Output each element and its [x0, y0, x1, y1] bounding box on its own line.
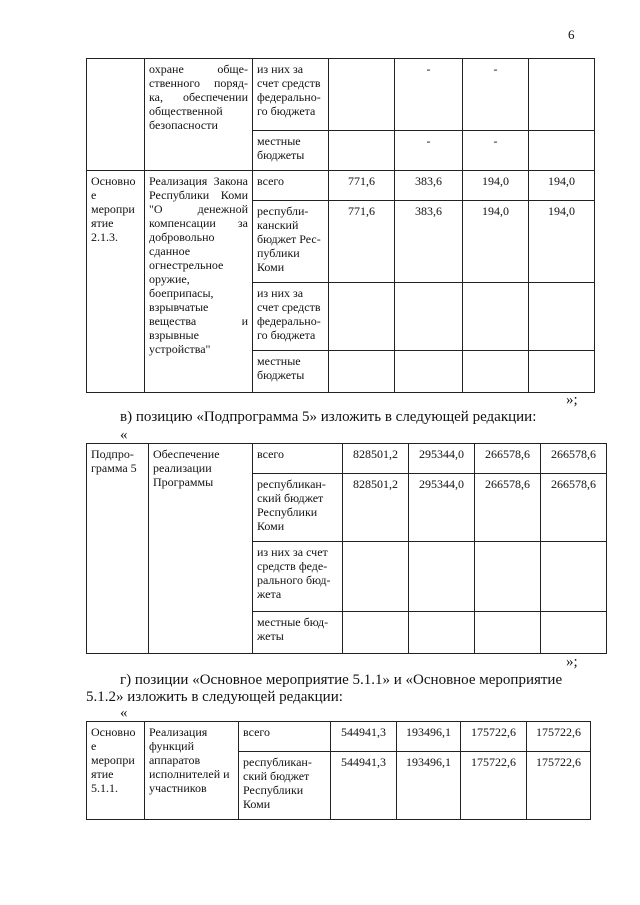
paragraph-g-line-1: г) позиции «Основное мероприятие 5.1.1» и «Основное мероприятие — [120, 672, 563, 688]
value-cell: 383,6 — [395, 171, 463, 201]
source-cell: из них за счет средств федерально-го бюджета — [253, 283, 329, 351]
value-cell: - — [463, 59, 529, 131]
source-cell: всего — [253, 444, 343, 474]
code-cell: Подпро-грамма 5 — [87, 444, 149, 654]
value-cell: 295344,0 — [409, 474, 475, 542]
opening-quote: « — [120, 705, 128, 721]
table-row — [87, 171, 595, 201]
table-row — [87, 59, 595, 131]
closing-quote: »; — [566, 654, 578, 670]
code-cell: Основное мероприятие 2.1.3. — [87, 171, 145, 393]
source-cell: местные бюджеты — [253, 131, 329, 171]
table-measure-2-1-3 — [86, 58, 595, 393]
value-cell — [475, 612, 541, 654]
source-cell: местные бюд-жеты — [253, 612, 343, 654]
source-cell: всего — [253, 171, 329, 201]
value-cell: 194,0 — [463, 201, 529, 283]
value-cell: 828501,2 — [343, 474, 409, 542]
measure-cell: Обеспечение реализации Программы — [149, 444, 253, 654]
paragraph-g-line-2: 5.1.2» изложить в следующей редакции: — [86, 689, 343, 705]
value-cell: 266578,6 — [541, 444, 607, 474]
value-cell — [409, 612, 475, 654]
value-cell — [463, 283, 529, 351]
measure-line: безопасности — [149, 118, 218, 132]
value-cell — [463, 351, 529, 393]
value-cell: 295344,0 — [409, 444, 475, 474]
table-row — [87, 444, 607, 474]
table-subprogram-5 — [86, 443, 607, 654]
measure-cell: Реализация функций аппаратов исполнителей и участников — [145, 722, 239, 820]
source-cell: всего — [239, 722, 331, 752]
value-cell: 194,0 — [529, 171, 595, 201]
value-cell: 193496,1 — [397, 722, 461, 752]
measure-line: охране обще- — [149, 62, 248, 76]
source-cell: республикан-ский бюджет Республики Коми — [239, 752, 331, 820]
source-cell: республикан-ский бюджет Республики Коми — [253, 474, 343, 542]
measure-line: ка, обеспечении — [149, 90, 248, 104]
measure-line: ственного поряд- — [149, 76, 248, 90]
table-measure-5-1-1 — [86, 721, 591, 820]
value-cell: 193496,1 — [397, 752, 461, 820]
value-cell: 383,6 — [395, 201, 463, 283]
page-number: 6 — [568, 27, 575, 42]
value-cell: 828501,2 — [343, 444, 409, 474]
value-cell: 266578,6 — [475, 444, 541, 474]
value-cell: 544941,3 — [331, 752, 397, 820]
source-cell: республи-канский бюджет Рес-публики Коми — [253, 201, 329, 283]
paragraph-v: в) позицию «Подпрограмма 5» изложить в следующей редакции: — [120, 409, 537, 425]
value-cell: 771,6 — [329, 201, 395, 283]
value-cell — [329, 59, 395, 131]
value-cell — [541, 542, 607, 612]
value-cell: 771,6 — [329, 171, 395, 201]
opening-quote: « — [120, 427, 128, 443]
value-cell — [409, 542, 475, 612]
source-cell: из них за счет средств федерально-го бюджета — [253, 59, 329, 131]
value-cell — [475, 542, 541, 612]
value-cell: 175722,6 — [527, 752, 591, 820]
measure-line: общественной — [149, 104, 223, 118]
value-cell: 194,0 — [529, 201, 595, 283]
value-cell — [343, 542, 409, 612]
source-cell: местные бюджеты — [253, 351, 329, 393]
source-cell: из них за счет средств феде-рального бюд-жета — [253, 542, 343, 612]
value-cell: 175722,6 — [527, 722, 591, 752]
value-cell: - — [395, 131, 463, 171]
value-cell: - — [395, 59, 463, 131]
value-cell: - — [463, 131, 529, 171]
value-cell — [529, 59, 595, 131]
code-cell: Основное мероприятие 5.1.1. — [87, 722, 145, 820]
value-cell — [329, 283, 395, 351]
closing-quote: »; — [566, 392, 578, 408]
value-cell: 544941,3 — [331, 722, 397, 752]
value-cell — [529, 283, 595, 351]
code-cell — [87, 59, 145, 171]
value-cell — [395, 283, 463, 351]
value-cell: 266578,6 — [475, 474, 541, 542]
value-cell: 194,0 — [463, 171, 529, 201]
value-cell — [529, 131, 595, 171]
measure-cell — [145, 59, 253, 171]
value-cell: 266578,6 — [541, 474, 607, 542]
value-cell — [343, 612, 409, 654]
value-cell — [529, 351, 595, 393]
value-cell — [395, 351, 463, 393]
value-cell — [541, 612, 607, 654]
value-cell: 175722,6 — [461, 752, 527, 820]
value-cell — [329, 351, 395, 393]
value-cell: 175722,6 — [461, 722, 527, 752]
value-cell — [329, 131, 395, 171]
measure-cell: Реализация Закона Республики Коми "О денежной компенсации за добровольно сданное огнестрельное оружие, боеприпасы, взрывчатые вещества и взрывные устройства" — [145, 171, 253, 393]
table-row — [87, 722, 591, 752]
